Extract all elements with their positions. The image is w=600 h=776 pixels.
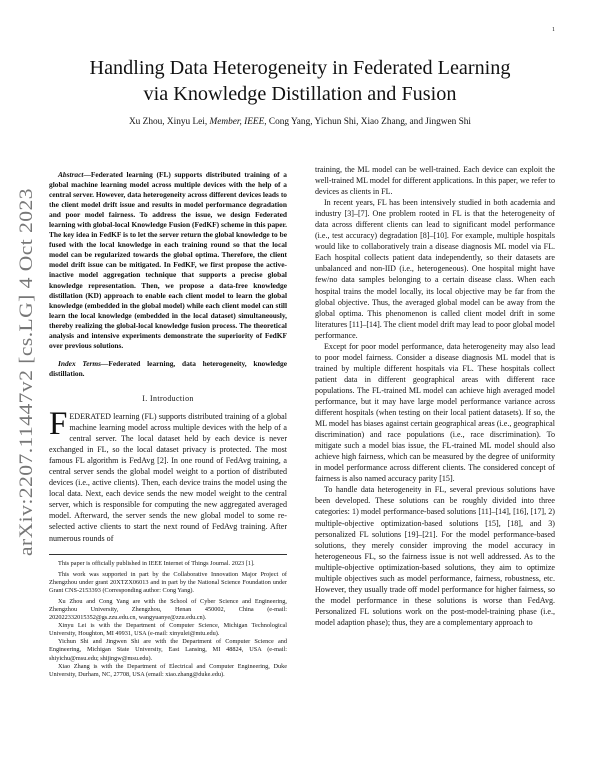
abstract [49,170,287,351]
index-terms [49,359,287,379]
arxiv-identifier-text: arXiv:2207.11447v2 [cs.LG] 4 Oct 2023 [16,231,37,556]
abstract-text: Federated learning (FL) supports distributed training of a global machine learning model across multiple devices with the help of a central server. However, data heterogeneity across different devices leads to the client model drift issue and results in model performance degradation and poor model fairness. To address the issue, we design Federated learning with global-local Knowledge Fusion (FedKF) scheme in this paper. The key idea in FedKF is to let the server return the global knowledge to be fused with the local knowledge in each training round so that the local model can be regularized towards the global optima. Therefore, the client model drift issue can be mitigated. In FedKF, we first propose the active-inactive model aggregation technique that supports a precise global knowledge representation. Then, we propose a data-free knowledge distillation (KD) approach to enable each client model to learn the global knowledge (embedded in the global model) while each client model can still learn the local knowledge (embedded in the local dataset) simultaneously, thereby realizing the global-local knowledge fusion process. The theoretical analysis and intensive experiments demonstrate the superiority of FedKF over previous solutions. [49,170,287,350]
section-heading-introduction: I. Introduction [142,393,194,403]
author-membership: Member, IEEE [209,117,265,127]
abstract-dash: — [83,170,91,179]
title-line-1: Handling Data Heterogeneity in Federated Learning [89,57,511,79]
body-paragraph-2: In recent years, FL has been intensively studied in both academia and industry [3]–[7]. One problem rooted in FL is that the heterogeneity of data across different clients can lead to significant model performance (i.e., test accuracy) degradation [8]–[10]. For example, multiple hospitals would like to collaboratively train a disease diagnosis ML model via FL. Each hospital collects patient data independently, so their datasets are unbalanced and non-IID (i.e., heterogeneous). One hospital might have few/no data samples belonging to a certain disease class. When each hospital trains the model locally, its local objective may be far from the global objective. Thus, the averaged global model can be away from the global optima. This phenomenon is called client model drift in some literatures [11]–[14]. The client model drift may lead to poor global model performance. [315,198,555,340]
left-column [49,170,287,679]
title-line-2: via Knowledge Distillation and Fusion [143,83,457,105]
footnote-affiliation-shi: Yichun Shi and Jingwen Shi are with the Department of Computer Science and Engineering, Michigan State University, East Lansing, MI 48824, USA (e-mail: shiyichu@msu.edu; shijingw@msu.edu). [49,638,287,662]
index-terms-text: Federated learning, data heterogeneity, knowledge distillation. [49,358,288,378]
index-terms-label: Index Terms [58,358,101,368]
paper-title [40,55,560,107]
authors-rest: , Cong Yang, Yichun Shi, Xiao Zhang, and Jingwen Shi [264,117,472,127]
index-terms-dash: — [101,358,109,368]
body-paragraph-4: To handle data heterogeneity in FL, several previous solutions have been developed. These solutions can be roughly divided into three categories: 1) model performance-based solutions [11]–[14], [16], [17], 2) multiple-objective optimization-based solutions [15], [18], and 3) personalized FL solutions [19]–[21]. For the model performance-based solutions, they merely consider improving the model accuracy in heterogeneous FL, so the fairness issue is not well addressed. As to the multiple-objective optimization-based solutions, they aim to optimize multiple objectives such as model performance, fairness, robustness, etc. However, they usually trade off model performance for higher fairness, so the model performance in these solutions is worse than FedAvg. Personalized FL solutions work on the post-model-training phase (i.e., model adaption phase); thus, they are a complementary approach to [315,485,555,627]
page-number: 1 [552,27,555,33]
footnote-publication: This paper is officially published in IEEE Internet of Things Journal. 2023 [1]. [58,559,255,567]
intro-text: learning (FL) supports distributed training of a global machine learning model across multiple devices with the help of a central server. The local dataset held by each device is never exchanged in FL, so the local dataset privacy is protected. The most famous FL algorithm is FedAvg [2]. In one round of FedAvg training, a central server sends the global model weight to a portion of distributed devices (i.e., active clients). Then, each device trains the model using the local data. Next, each device sends the new model weight to the central server, which is responsible for computing the new aggregated averaged model. Afterward, the server sends the new global model to some re-selected active clients to start the next round of FedAvg training. After numerous rounds of [49,411,287,543]
footnote-affiliation-zhang: Xiao Zhang is with the Department of Electrical and Computer Engineering, Duke University, Durham, NC, 27708, USA (email: xiao.zhang@duke.edu). [49,662,287,678]
footnote-divider [49,554,287,555]
footnote-affiliation-lei: Xinyu Lei is with the Department of Computer Science, Michigan Technological University, Houghton, MI 49931, USA (e-mail: xinyulei@mtu.edu). [49,622,287,638]
author-list [40,117,560,127]
footnote-affiliation-zhou-yang: Xu Zhou and Cong Yang are with the School of Cyber Science and Engineering, Zhengzhou University, Zhengzhou, Henan 450002, China (e-mail: 202022332015352@gs.zzu.edu.cn, wangyuanye@zzu.edu.cn). [49,597,287,622]
body-paragraph-1: training, the ML model can be well-trained. Each device can exploit the well-trained ML model for different applications. In this paper, we refer to devices as clients in FL. [315,165,555,197]
intro-lead-caps: EDERATED [69,411,111,421]
abstract-label: Abstract [58,170,84,179]
authors-first: Xu Zhou, Xinyu Lei, [128,117,210,127]
arxiv-identifier-stamp [5,186,45,558]
footnote-funding: This work was supported in part by the Collaborative Innovation Major Project of Zhengzhou under grant 20XTZX06013 and in part by the National Science Foundation under Grant CNS-2153393 (Corresponding author: Cong Yang). [49,570,287,594]
right-column [315,164,555,628]
drop-cap-letter: F [49,405,68,442]
body-paragraph-3: Except for poor model performance, data heterogeneity may also lead to poor model fairness. Consider a disease diagnosis ML model that is trained by multiple different hospitals via FL. These hospitals collect patient data in different geographical areas with different race populations. The FL-trained ML model can achieve high averaged model performance, but it may have large model performance variance across different hospitals (when testing on their local patient datasets). If so, the ML model has biases against certain geographical areas (i.e., geographical discrimination) and race populations (i.e., race discrimination). To mitigate such a model bias issue, the FL-trained ML model should also achieve high fairness, which can be measured by the degree of uniformity in model performance across different clients. The considered concept of fairness is also named accuracy parity [15]. [315,341,555,484]
intro-paragraph [49,405,287,544]
